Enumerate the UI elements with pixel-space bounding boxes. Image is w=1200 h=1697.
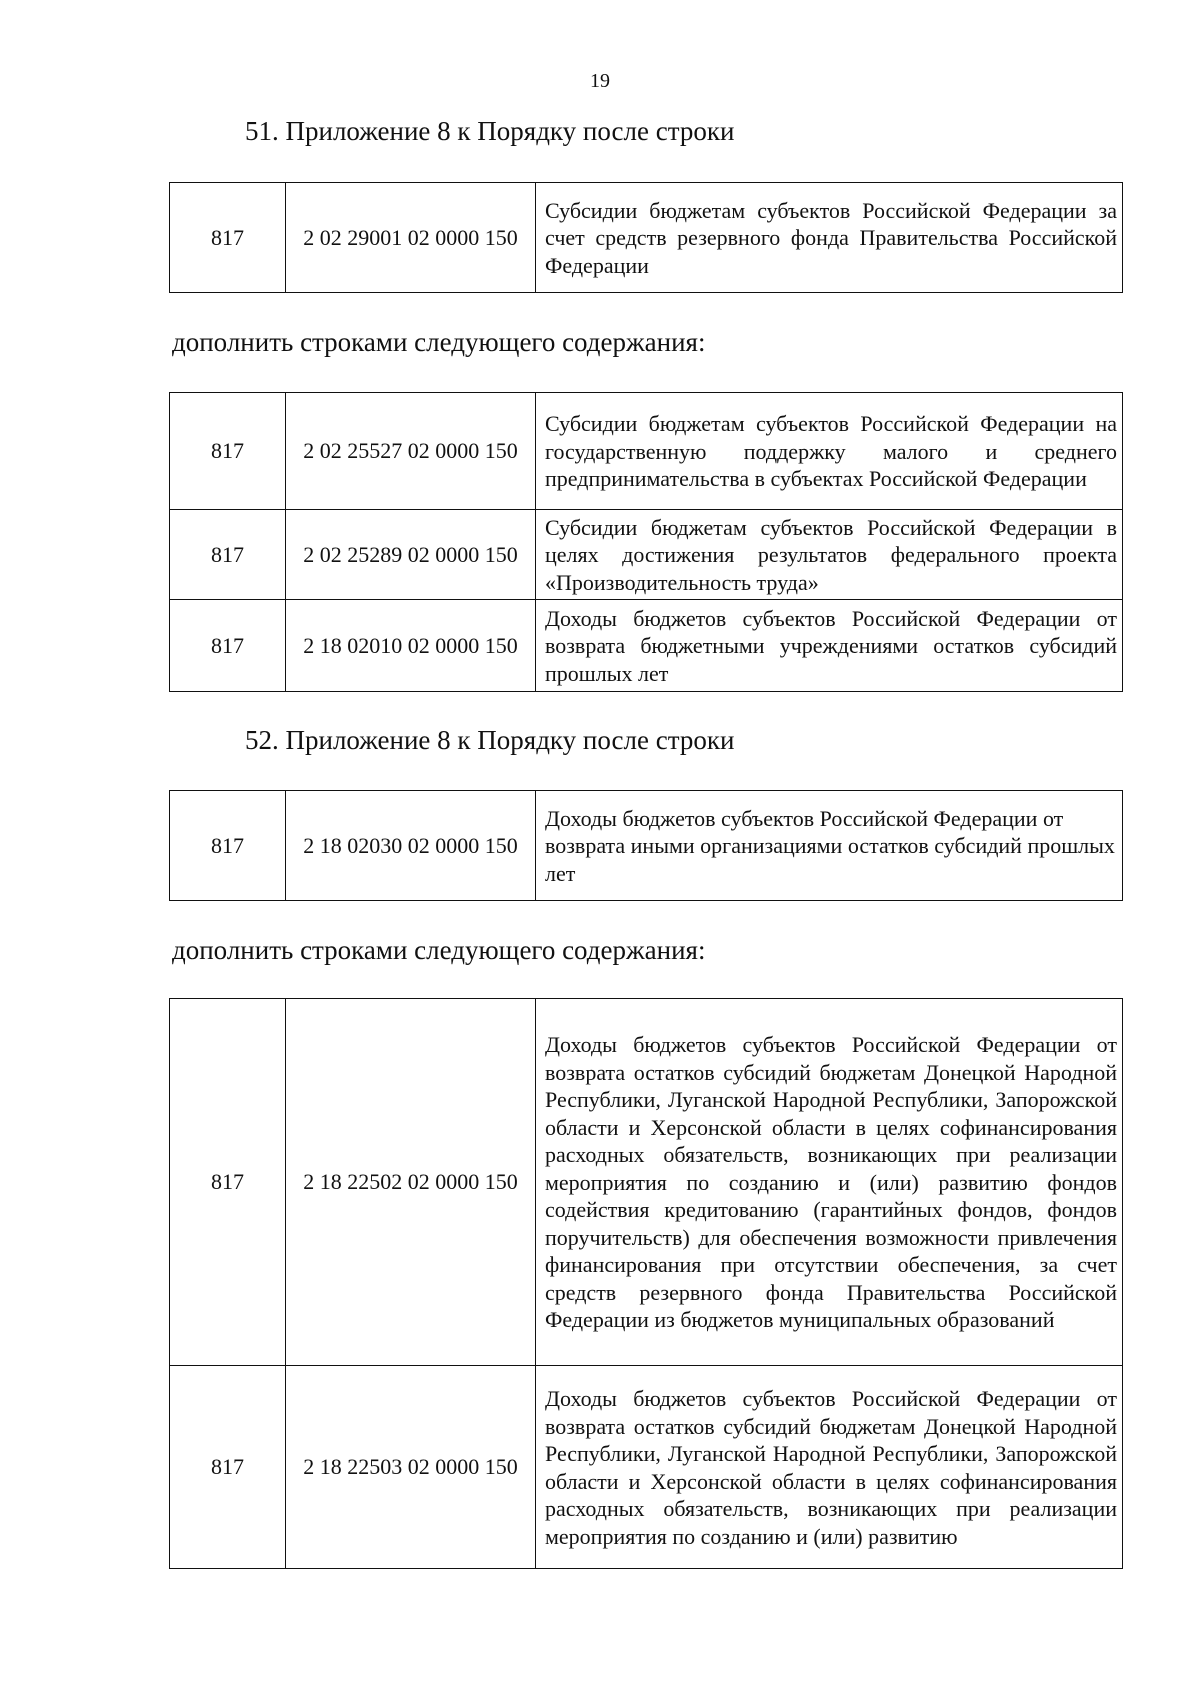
table-row [170,999,1123,1366]
admin-code-cell: 817 [170,791,286,901]
revenue-code-cell: 2 02 29001 02 0000 150 [286,183,536,293]
table-row [170,1366,1123,1569]
admin-code-cell: 817 [170,600,286,692]
revenue-code-cell: 2 18 22502 02 0000 150 [286,999,536,1366]
admin-code-cell: 817 [170,999,286,1366]
admin-code-cell: 817 [170,183,286,293]
revenue-code-cell: 2 02 25527 02 0000 150 [286,393,536,510]
section-52-reference-table [169,790,1123,901]
admin-code-cell: 817 [170,393,286,510]
table-row [170,183,1123,293]
admin-code-cell: 817 [170,1366,286,1569]
section-51-supplement-text: дополнить строками следующего содержания: [172,327,706,357]
section-52-heading: 52. Приложение 8 к Порядку после строки [245,725,735,755]
revenue-code-cell: 2 18 02030 02 0000 150 [286,791,536,901]
section-52-new-rows-table [169,998,1123,1569]
revenue-name-cell: Доходы бюджетов субъектов Российской Федерации от возврата иными организациями остатков субсидий прошлых лет [536,791,1123,901]
revenue-name-cell: Субсидии бюджетам субъектов Российской Федерации в целях достижения результатов федерального проекта «Производительность труда» [536,510,1123,600]
table-row [170,393,1123,510]
revenue-code-cell: 2 02 25289 02 0000 150 [286,510,536,600]
section-51-reference-table [169,182,1123,293]
revenue-name-cell: Доходы бюджетов субъектов Российской Федерации от возврата остатков субсидий бюджетам Донецкой Народной Республики, Луганской Народной Республики, Запорожской области и Херсонской области в целях софинансирования расходных обязательств, возникающих при реализации мероприятия по созданию и (или) развитию фондов содействия кредитованию (гарантийных фондов, фондов поручительств) для обеспечения возможности привлечения финансирования при отсутствии обеспечения, за счет средств резервного фонда Правительства Российской Федерации из бюджетов муниципальных образований [536,999,1123,1366]
revenue-code-cell: 2 18 22503 02 0000 150 [286,1366,536,1569]
revenue-name-cell: Доходы бюджетов субъектов Российской Федерации от возврата остатков субсидий бюджетам Донецкой Народной Республики, Луганской Народной Республики, Запорожской области и Херсонской области в целях софинансирования расходных обязательств, возникающих при реализации мероприятия по созданию и (или) развитию [536,1366,1123,1569]
admin-code-cell: 817 [170,510,286,600]
revenue-code-cell: 2 18 02010 02 0000 150 [286,600,536,692]
table-row [170,791,1123,901]
section-52-supplement-text: дополнить строками следующего содержания: [172,935,706,965]
page-number: 19 [590,70,610,92]
revenue-name-cell: Субсидии бюджетам субъектов Российской Федерации на государственную поддержку малого и среднего предпринимательства в субъектах Российской Федерации [536,393,1123,510]
section-51-heading: 51. Приложение 8 к Порядку после строки [245,116,735,146]
table-row [170,600,1123,692]
section-51-new-rows-table [169,392,1123,692]
revenue-name-cell: Субсидии бюджетам субъектов Российской Федерации за счет средств резервного фонда Правительства Российской Федерации [536,183,1123,293]
revenue-name-cell: Доходы бюджетов субъектов Российской Федерации от возврата бюджетными учреждениями остатков субсидий прошлых лет [536,600,1123,692]
table-row [170,510,1123,600]
